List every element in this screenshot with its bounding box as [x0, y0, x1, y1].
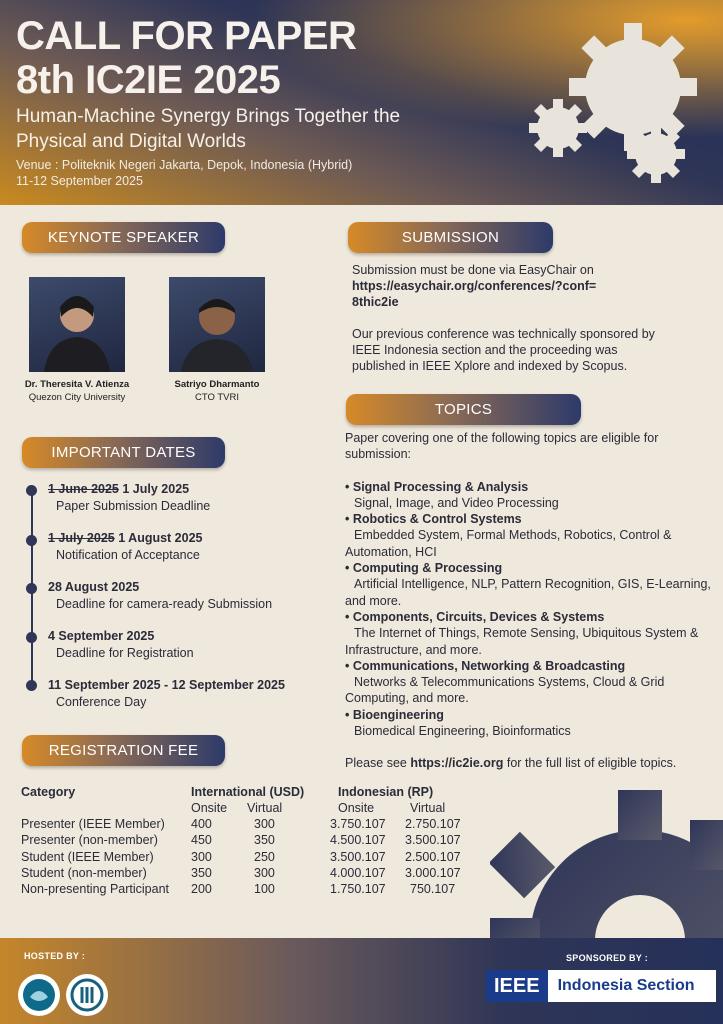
fee-category: Student (non-member) — [21, 866, 147, 880]
fee-value: 1.750.107 — [330, 882, 386, 896]
topic-title: Robotics & Control Systems — [352, 512, 522, 527]
new-date: 1 July 2025 — [122, 482, 190, 496]
topics-footer-pre: Please see — [345, 756, 411, 771]
title-line-2: 8th IC2IE 2025 — [16, 58, 281, 102]
topics-footer-post: for the full list of eligible topics. — [503, 756, 677, 771]
fee-value: 450 — [191, 833, 212, 847]
date-item — [48, 481, 210, 515]
topics-list — [345, 430, 715, 772]
hosted-by-label: HOSTED BY : — [24, 951, 86, 961]
timeline-dot — [26, 583, 37, 594]
fee-value: 2.750.107 — [405, 817, 461, 831]
fee-value: 350 — [254, 833, 275, 847]
topic-desc: Biomedical Engineering, Bioinformatics — [354, 724, 571, 739]
topic-desc: Networks & Telecommunications Systems, Cloud & Grid Computing, and more. — [345, 675, 665, 706]
fee-value: 3.750.107 — [330, 817, 386, 831]
submission-text: Submission must be done via EasyChair on — [352, 263, 594, 277]
easychair-link-cont[interactable]: 8thic2ie — [352, 295, 399, 309]
fee-category: Student (IEEE Member) — [21, 850, 154, 864]
topic-title: Bioengineering — [352, 707, 444, 722]
venue-text: Venue : Politeknik Negeri Jakarta, Depok, Indonesia (Hybrid) — [16, 158, 353, 172]
date-label: Notification of Acceptance — [56, 548, 200, 562]
fee-value: 750.107 — [410, 882, 456, 896]
fee-value: 2.500.107 — [405, 850, 461, 864]
topic-item: • Signal Processing & Analysis Signal, Image, and Video Processing — [345, 479, 715, 512]
fee-value: 200 — [191, 882, 212, 896]
topic-item: • Bioengineering Biomedical Engineering, Bioinformatics — [345, 707, 715, 740]
date-item — [48, 677, 285, 711]
old-date: 1 July 2025 — [48, 531, 115, 545]
fee-value: 3.500.107 — [405, 833, 461, 847]
date-item — [48, 530, 203, 564]
keynote-heading: KEYNOTE SPEAKER — [22, 222, 225, 253]
page-title — [16, 14, 356, 102]
topic-title: Communications, Networking & Broadcasting — [352, 658, 626, 673]
date-item — [48, 579, 272, 613]
topics-intro: Paper covering one of the following topics are eligible for submission: — [345, 431, 659, 462]
fee-category: Non-presenting Participant — [21, 882, 169, 896]
fee-value: 400 — [191, 817, 212, 831]
ieee-section-text: Indonesia Section — [557, 977, 695, 994]
sponsor-text: Our previous conference was technically sponsored by IEEE Indonesia section and the proceeding was published in IEEE Xplore and indexed by Scopus. — [352, 327, 655, 373]
date-label: Deadline for Registration — [56, 646, 194, 660]
timeline-dot — [26, 632, 37, 643]
speaker-photo — [29, 277, 125, 372]
small-gear-icon — [528, 98, 588, 158]
speaker-name: Dr. Theresita V. Atienza — [24, 379, 130, 390]
fee-value: 350 — [191, 866, 212, 880]
sub-onsite: Onsite — [338, 801, 375, 815]
topics-footer — [345, 755, 715, 771]
ic2ie-link[interactable]: https://ic2ie.org — [410, 756, 504, 771]
sponsored-by-label: SPONSORED BY : — [566, 953, 649, 963]
speaker-affiliation: CTO TVRI — [195, 392, 239, 403]
submission-heading: SUBMISSION — [348, 222, 553, 253]
decorative-gear-icon — [490, 790, 723, 950]
topics-heading: TOPICS — [346, 394, 581, 425]
date-item — [48, 628, 194, 662]
fee-value: 100 — [254, 882, 275, 896]
fee-value: 4.000.107 — [330, 866, 386, 880]
topic-desc: Artificial Intelligence, NLP, Pattern Recognition, GIS, E-Learning, and more. — [345, 577, 711, 608]
pnj-logo-icon — [18, 974, 60, 1016]
topic-title: Components, Circuits, Devices & Systems — [352, 609, 605, 624]
fee-category: Presenter (non-member) — [21, 833, 158, 847]
date-label: Conference Day — [56, 695, 147, 709]
old-date: 1 June 2025 — [48, 482, 119, 496]
small-gear-icon-2 — [626, 124, 686, 184]
date: 28 August 2025 — [48, 580, 140, 594]
speaker-affiliation: Quezon City University — [28, 392, 126, 403]
venue-info — [16, 157, 352, 189]
speaker-card — [12, 277, 142, 404]
fee-value: 3.000.107 — [405, 866, 461, 880]
date-label: Paper Submission Deadline — [56, 499, 211, 513]
subtitle: Human-Machine Synergy Brings Together the Physical and Digital Worlds — [16, 106, 401, 152]
fee-value: 4.500.107 — [330, 833, 386, 847]
col-international: International (USD) — [191, 785, 305, 799]
topic-desc: Embedded System, Formal Methods, Robotics, Control & Automation, HCI — [345, 528, 672, 559]
topic-title: Computing & Processing — [352, 561, 503, 576]
header-banner — [0, 0, 723, 205]
fee-value: 300 — [254, 817, 275, 831]
fee-value: 300 — [191, 850, 212, 864]
submission-info — [352, 262, 682, 374]
title-line-1: CALL FOR PAPER — [16, 14, 357, 58]
date: 11 September 2025 - 12 September 2025 — [48, 678, 285, 692]
fee-category: Presenter (IEEE Member) — [21, 817, 165, 831]
ic2ie-logo-icon — [66, 974, 108, 1016]
sub-onsite: Onsite — [191, 801, 228, 815]
col-indonesian: Indonesian (RP) — [338, 785, 434, 799]
topic-item: • Components, Circuits, Devices & Systems The Internet of Things, Remote Sensing, Ubiquitous System & Infrastructure, and more. — [345, 609, 715, 658]
speaker-card — [152, 277, 282, 404]
fee-value: 250 — [254, 850, 275, 864]
topic-desc: Signal, Image, and Video Processing — [354, 495, 559, 510]
speaker-name: Satriyo Dharmanto — [174, 379, 260, 390]
ieee-wordmark: IEEE — [486, 970, 548, 1002]
timeline-dot — [26, 485, 37, 496]
registration-heading: REGISTRATION FEE — [22, 735, 225, 766]
fee-value: 3.500.107 — [330, 850, 386, 864]
topic-item: • Computing & Processing Artificial Intelligence, NLP, Pattern Recognition, GIS, E-Learning, and more. — [345, 560, 715, 609]
event-dates: 11-12 September 2025 — [16, 174, 143, 188]
topic-desc: The Internet of Things, Remote Sensing, Ubiquitous System & Infrastructure, and more. — [345, 626, 699, 657]
easychair-link[interactable]: https://easychair.org/conferences/?conf= — [352, 279, 597, 293]
speaker-photo — [169, 277, 265, 372]
sub-virtual: Virtual — [247, 801, 283, 815]
timeline-dot — [26, 680, 37, 691]
person-icon — [29, 277, 125, 372]
important-dates-heading: IMPORTANT DATES — [22, 437, 225, 468]
date-label: Deadline for camera-ready Submission — [56, 597, 273, 611]
col-category: Category — [21, 785, 76, 799]
sub-virtual: Virtual — [410, 801, 446, 815]
ieee-indonesia-logo — [486, 970, 716, 1002]
new-date: 1 August 2025 — [118, 531, 203, 545]
topic-item: • Robotics & Control Systems Embedded System, Formal Methods, Robotics, Control & Automation, HCI — [345, 511, 715, 560]
fee-value: 300 — [254, 866, 275, 880]
timeline-dot — [26, 535, 37, 546]
topic-item: • Communications, Networking & Broadcasting Networks & Telecommunications Systems, Cloud & Grid Computing, and more. — [345, 658, 715, 707]
topic-title: Signal Processing & Analysis — [352, 479, 529, 494]
date: 4 September 2025 — [48, 629, 155, 643]
person-icon — [169, 277, 265, 372]
